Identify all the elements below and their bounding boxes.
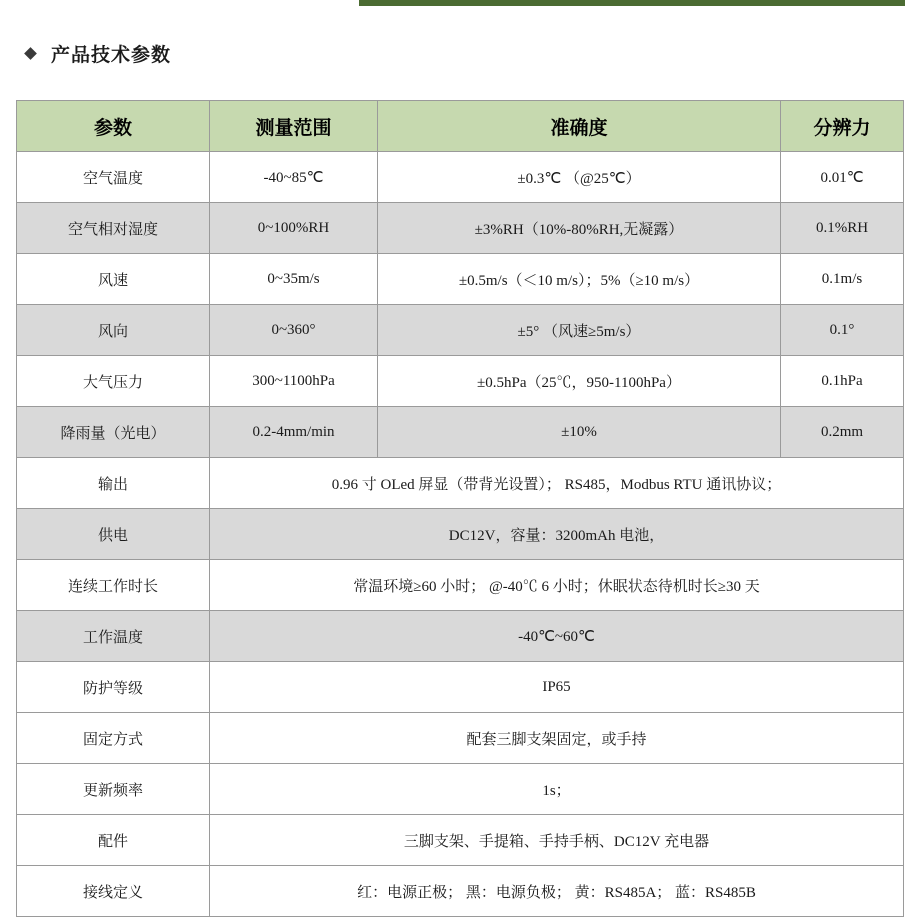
table-row xyxy=(17,713,904,764)
diamond-bullet-icon xyxy=(24,47,37,60)
cell-value: 1s； xyxy=(210,764,904,815)
table-row xyxy=(17,356,904,407)
spec-table xyxy=(16,100,904,917)
cell-value: -40℃~60℃ xyxy=(210,611,904,662)
cell-param: 风向 xyxy=(17,305,210,356)
cell-resolution: 0.1° xyxy=(781,305,904,356)
cell-resolution: 0.01℃ xyxy=(781,152,904,203)
header-range: 测量范围 xyxy=(210,101,378,152)
cell-param: 供电 xyxy=(17,509,210,560)
cell-param: 输出 xyxy=(17,458,210,509)
cell-range: 300~1100hPa xyxy=(210,356,378,407)
cell-param: 工作温度 xyxy=(17,611,210,662)
table-row xyxy=(17,662,904,713)
table-row xyxy=(17,305,904,356)
table-row xyxy=(17,407,904,458)
cell-resolution: 0.1%RH xyxy=(781,203,904,254)
cell-value: DC12V，容量：3200mAh 电池， xyxy=(210,509,904,560)
table-row xyxy=(17,203,904,254)
table-row xyxy=(17,152,904,203)
cell-param: 空气相对湿度 xyxy=(17,203,210,254)
cell-range: 0.2-4mm/min xyxy=(210,407,378,458)
cell-accuracy: ±0.3℃ （@25℃） xyxy=(378,152,781,203)
header-resolution: 分辨力 xyxy=(781,101,904,152)
cell-range: 0~35m/s xyxy=(210,254,378,305)
table-row xyxy=(17,458,904,509)
cell-accuracy: ±10% xyxy=(378,407,781,458)
cell-param: 空气温度 xyxy=(17,152,210,203)
cell-accuracy: ±0.5hPa（25℃，950-1100hPa） xyxy=(378,356,781,407)
table-row xyxy=(17,866,904,917)
cell-resolution: 0.2mm xyxy=(781,407,904,458)
cell-resolution: 0.1hPa xyxy=(781,356,904,407)
cell-value: 三脚支架、手提箱、手持手柄、DC12V 充电器 xyxy=(210,815,904,866)
cell-param: 连续工作时长 xyxy=(17,560,210,611)
cell-param: 防护等级 xyxy=(17,662,210,713)
cell-param: 风速 xyxy=(17,254,210,305)
cell-resolution: 0.1m/s xyxy=(781,254,904,305)
table-row xyxy=(17,611,904,662)
cell-value: 配套三脚支架固定，或手持 xyxy=(210,713,904,764)
section-heading xyxy=(26,40,171,67)
table-header-row xyxy=(17,101,904,152)
table-row xyxy=(17,764,904,815)
page-title: 产品技术参数 xyxy=(51,45,172,66)
cell-accuracy: ±0.5m/s（＜10 m/s）；5%（≥10 m/s） xyxy=(378,254,781,305)
cell-value: 0.96 寸 OLed 屏显（带背光设置）； RS485，Modbus RTU 通讯协议； xyxy=(210,458,904,509)
cell-value: IP65 xyxy=(210,662,904,713)
cell-value: 红：电源正极； 黑：电源负极； 黄：RS485A； 蓝：RS485B xyxy=(210,866,904,917)
table-row xyxy=(17,254,904,305)
cell-accuracy: ±3%RH（10%-80%RH,无凝露） xyxy=(378,203,781,254)
cell-range: 0~360° xyxy=(210,305,378,356)
cell-param: 固定方式 xyxy=(17,713,210,764)
header-param: 参数 xyxy=(17,101,210,152)
cell-param: 配件 xyxy=(17,815,210,866)
table-row xyxy=(17,509,904,560)
cell-param: 更新频率 xyxy=(17,764,210,815)
top-green-block xyxy=(359,0,905,6)
table-row xyxy=(17,815,904,866)
spec-table-head xyxy=(17,101,904,152)
table-row xyxy=(17,560,904,611)
cell-accuracy: ±5° （风速≥5m/s） xyxy=(378,305,781,356)
cell-param: 大气压力 xyxy=(17,356,210,407)
top-decor-bar xyxy=(0,0,905,8)
cell-range: -40~85℃ xyxy=(210,152,378,203)
header-accuracy: 准确度 xyxy=(378,101,781,152)
cell-param: 降雨量（光电） xyxy=(17,407,210,458)
cell-value: 常温环境≥60 小时； @-40℃ 6 小时；休眠状态待机时长≥30 天 xyxy=(210,560,904,611)
spec-table-body xyxy=(17,152,904,917)
cell-param: 接线定义 xyxy=(17,866,210,917)
cell-range: 0~100%RH xyxy=(210,203,378,254)
